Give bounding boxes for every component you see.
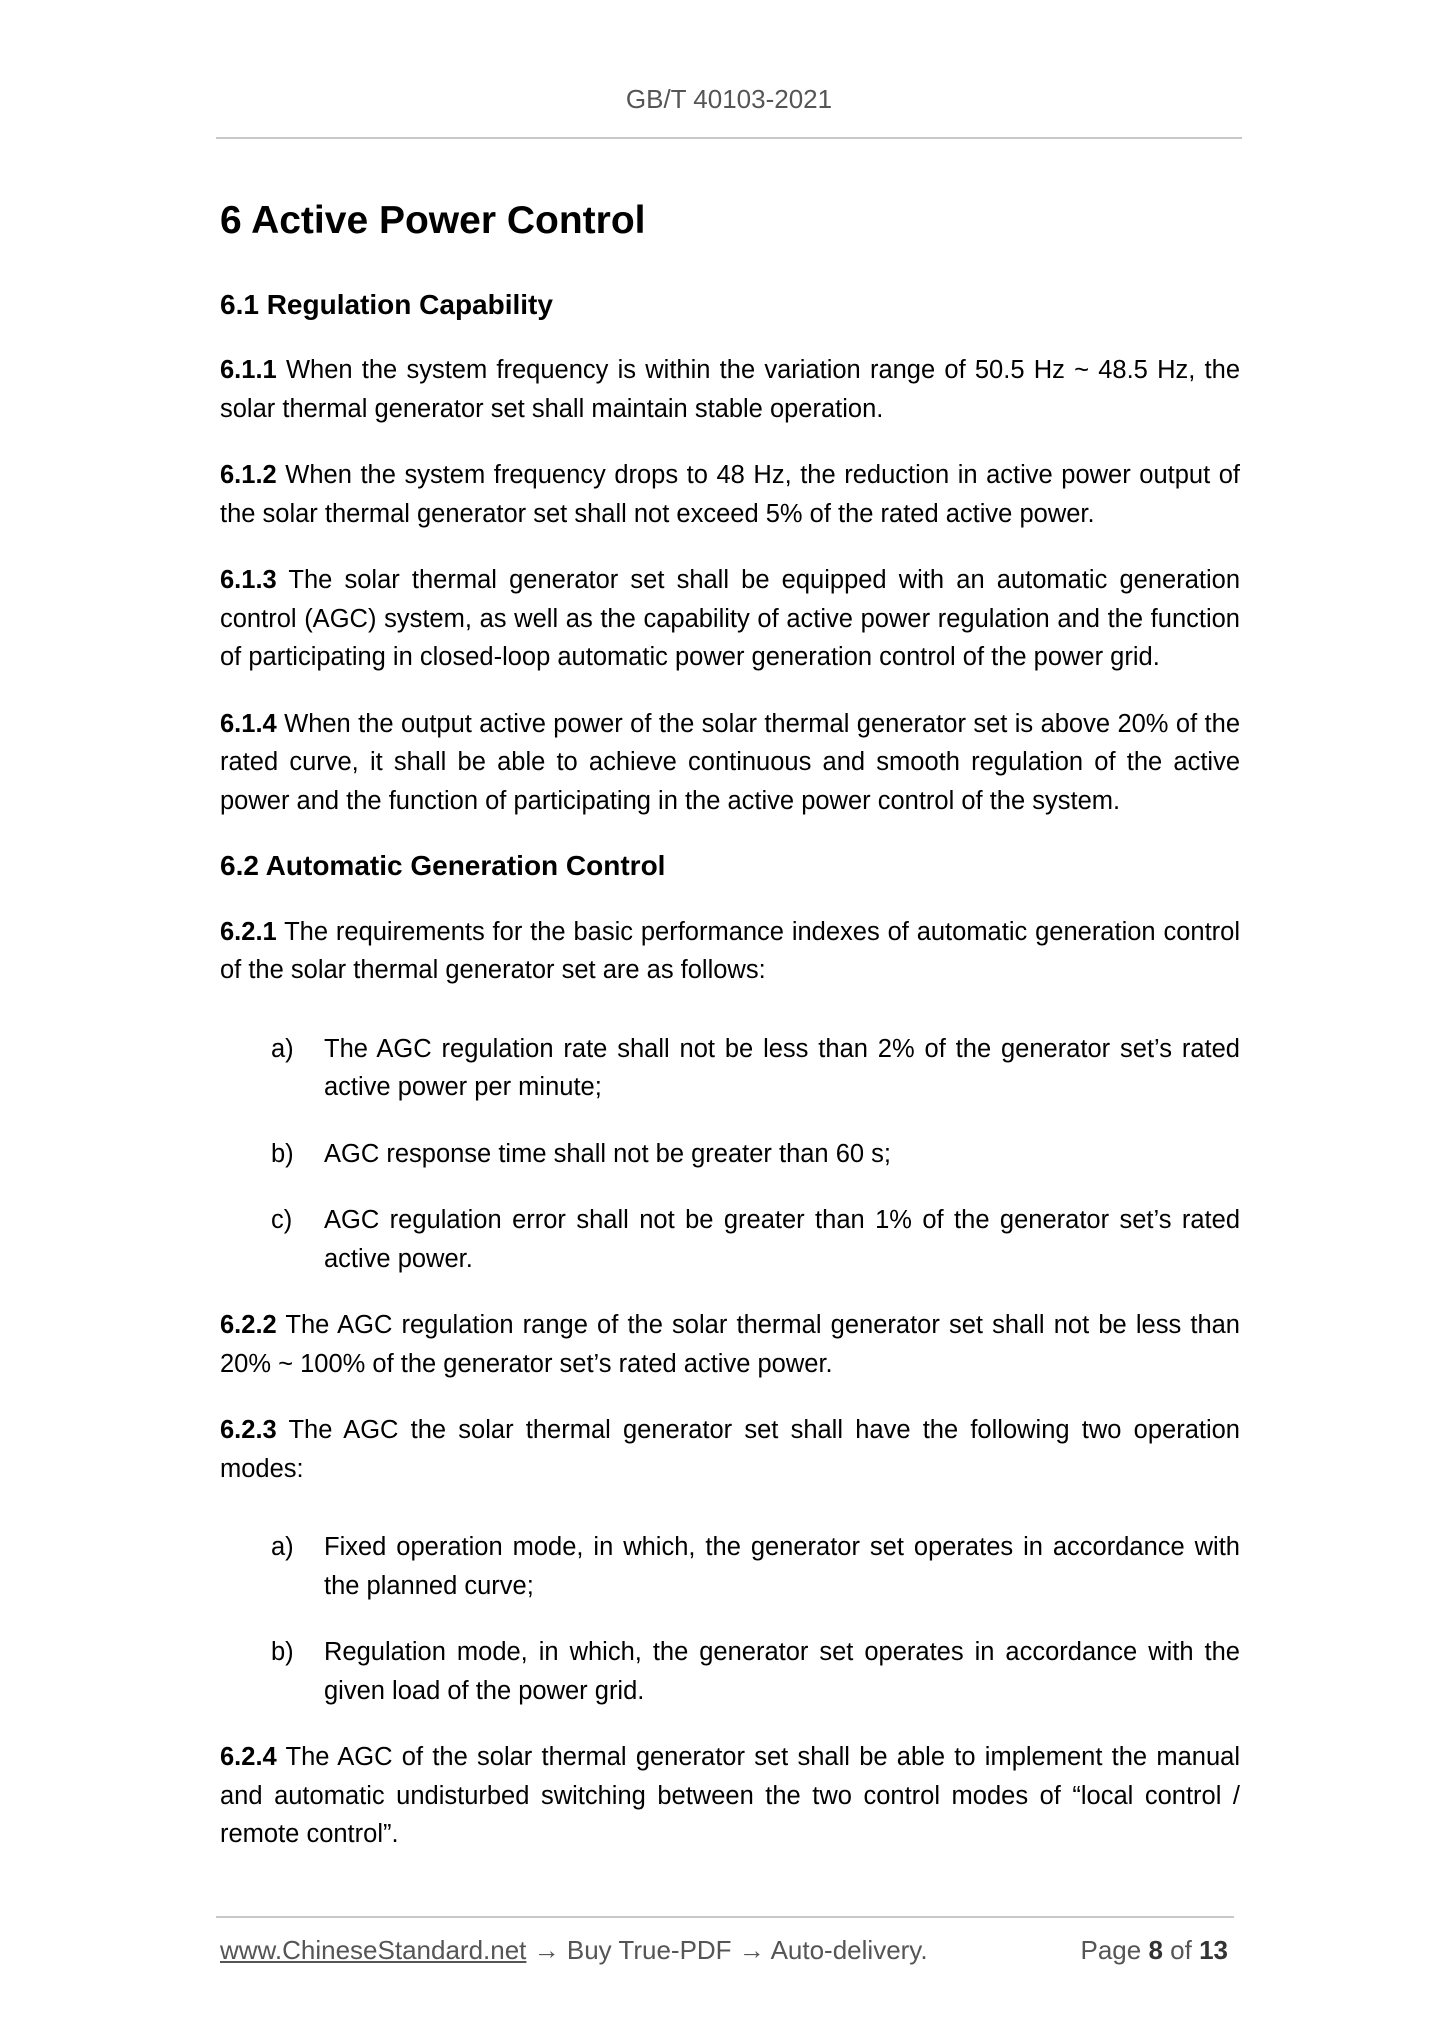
list-item-text: AGC regulation error shall not be greater than 1% of the generator set’s rated active power.	[324, 1206, 1240, 1273]
clause-text: When the output active power of the solar thermal generator set is above 20% of the rated curve, it shall be able to achieve continuous and smooth regulation of the active power and the function of participating in the active power control of the system.	[220, 709, 1240, 815]
clause-number: 6.2.4	[220, 1743, 277, 1772]
page-current: 8	[1148, 1935, 1163, 1965]
footer-divider	[216, 1916, 1234, 1918]
clause-6-2-4	[220, 1738, 1240, 1854]
clause-number: 6.2.2	[220, 1311, 277, 1340]
list-item	[220, 1030, 1240, 1107]
document-id-header: GB/T 40103-2021	[625, 84, 833, 114]
clause-6-2-3	[220, 1411, 1240, 1488]
clause-number: 6.1.1	[220, 356, 277, 385]
footer-promo-text: → Buy True-PDF → Auto-delivery.	[526, 1935, 928, 1965]
section-heading-6-2: 6.2 Automatic Generation Control	[220, 850, 666, 882]
clause-text: The AGC the solar thermal generator set shall have the following two operation modes:	[220, 1416, 1240, 1483]
list-marker: b)	[271, 1638, 294, 1667]
list-marker: b)	[271, 1139, 294, 1168]
clause-number: 6.1.4	[220, 709, 277, 738]
list-item	[220, 1528, 1240, 1605]
list-item-text: The AGC regulation rate shall not be less than 2% of the generator set’s rated active power per minute;	[324, 1034, 1240, 1102]
section-heading-6-1: 6.1 Regulation Capability	[220, 288, 553, 320]
clause-text: When the system frequency is within the variation range of 50.5 Hz ~ 48.5 Hz, the solar thermal generator set shall maintain stable operation.	[220, 356, 1240, 423]
page-label: Page	[1080, 1935, 1142, 1965]
clause-6-2-1	[220, 913, 1240, 990]
chapter-title: 6 Active Power Control	[220, 199, 646, 242]
list-item-text: Regulation mode, in which, the generator set operates in accordance with the given load of the power grid.	[324, 1638, 1240, 1705]
website-link[interactable]: www.ChineseStandard.net	[220, 1935, 527, 1965]
clause-text: The AGC regulation range of the solar thermal generator set shall not be less than 20% ~ 100% of the generator set’s rated active power.	[220, 1311, 1240, 1378]
list-item-text: AGC response time shall not be greater than 60 s;	[324, 1139, 891, 1168]
page-footer	[220, 1935, 1234, 1966]
page-number	[1080, 1935, 1228, 1966]
clause-number: 6.2.3	[220, 1416, 277, 1445]
clause-6-1-1	[220, 351, 1240, 428]
list-item	[220, 1135, 1240, 1174]
clause-6-2-2	[220, 1306, 1240, 1383]
clause-number: 6.2.1	[220, 917, 277, 946]
list-item-text: Fixed operation mode, in which, the generator set operates in accordance with the planned curve;	[324, 1533, 1240, 1600]
clause-6-1-3	[220, 561, 1240, 677]
header-divider	[216, 137, 1242, 139]
list-marker: a)	[271, 1034, 294, 1063]
list-item	[220, 1201, 1240, 1278]
page-of-label: of	[1170, 1935, 1192, 1965]
clause-text: The AGC of the solar thermal generator set shall be able to implement the manual and automatic undisturbed switching between the two control modes of “local control / remote control”.	[220, 1743, 1240, 1849]
clause-number: 6.1.3	[220, 566, 277, 595]
clause-6-1-2	[220, 456, 1240, 533]
clause-text: When the system frequency drops to 48 Hz, the reduction in active power output of the solar thermal generator set shall not exceed 5% of the rated active power.	[220, 461, 1240, 528]
page-content	[220, 190, 1240, 1882]
list-marker: a)	[271, 1533, 294, 1562]
clause-text: The requirements for the basic performance indexes of automatic generation control of the solar thermal generator set are as follows:	[220, 917, 1240, 985]
clause-6-1-4	[220, 705, 1240, 821]
list-item	[220, 1633, 1240, 1710]
page-total: 13	[1199, 1935, 1228, 1965]
list-marker: c)	[271, 1206, 293, 1235]
clause-text: The solar thermal generator set shall be equipped with an automatic generation control (AGC) system, as well as the capability of active power regulation and the function of participating in closed-loop automatic power generation control of the power grid.	[220, 566, 1240, 672]
clause-number: 6.1.2	[220, 461, 277, 490]
